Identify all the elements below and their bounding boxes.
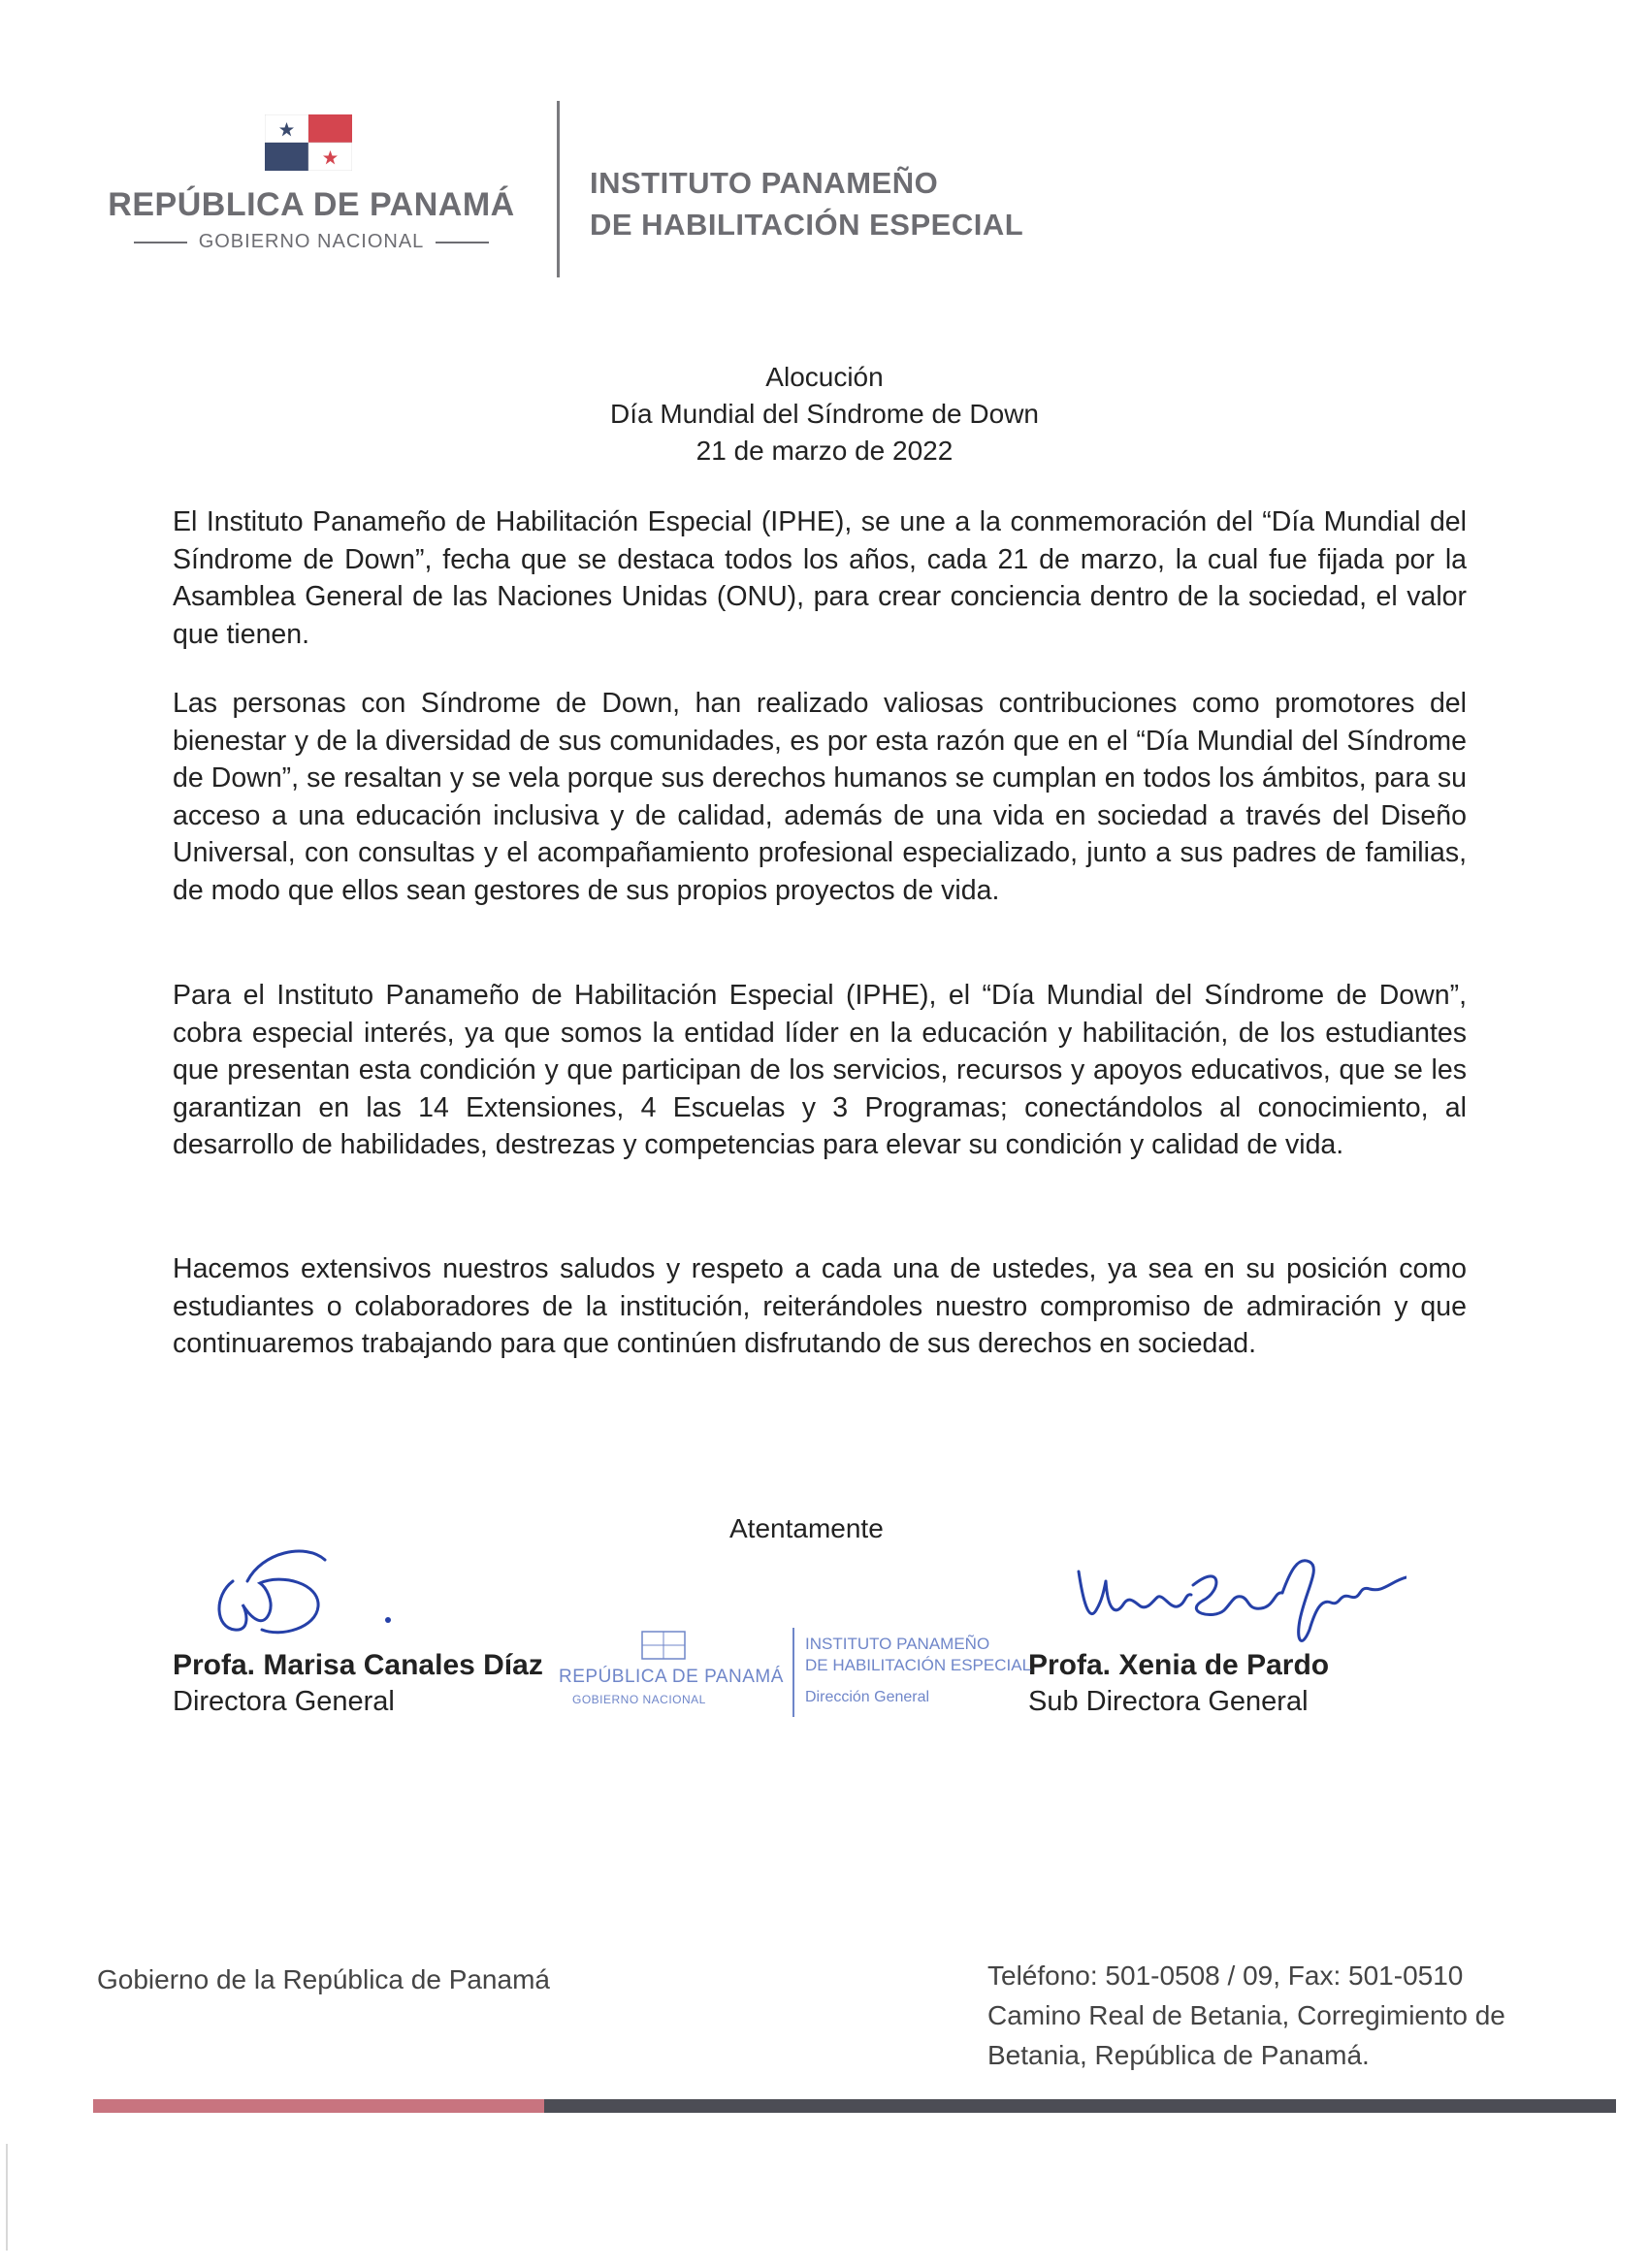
stamp-office: Dirección General — [805, 1689, 930, 1705]
panama-flag-icon — [265, 114, 352, 171]
divider — [134, 242, 187, 243]
footer-address-2: Betania, República de Panamá. — [987, 2040, 1370, 2070]
scan-artifact — [6, 2144, 8, 2251]
stamp-government: GOBIERNO NACIONAL — [572, 1693, 706, 1706]
official-stamp-icon — [524, 1622, 1048, 1719]
government-subtitle — [93, 231, 530, 253]
letterhead-divider — [557, 101, 560, 277]
body-paragraph-4: Hacemos extensivos nuestros saludos y respeto a cada una de ustedes, ya sea en su posición como estudiantes o colaboradores de la institución, reiterándoles nuestro compromiso de admiración y que continuaremos trabajando para que continúen disfrutando de sus derechos en sociedad. — [173, 1253, 1467, 1359]
republic-title: REPÚBLICA DE PANAMÁ — [108, 186, 515, 223]
heading-title: Alocución — [765, 362, 884, 392]
signature-left-icon — [204, 1523, 398, 1659]
signatory-left-name: Profa. Marisa Canales Díaz — [173, 1649, 543, 1681]
heading-date: 21 de marzo de 2022 — [695, 436, 954, 466]
body-paragraph-3: Para el Instituto Panameño de Habilitación Especial (IPHE), el “Día Mundial del Síndrome de Down”, cobra especial interés, ya que somos la entidad líder en la educación y habilitación, de los estudiantes que presentan esta condición y que participan de los servicios, recursos y apoyos educativos, que se les garantizan en las 14 Extensiones, 4 Escuelas y 3 Programas; conectándolos al conocimiento, al desarrollo de habilidades, destrezas y competencias para elevar su condición y calidad de vida. — [173, 980, 1467, 1160]
footer-address-1: Camino Real de Betania, Corregimiento de — [987, 2000, 1505, 2030]
document-heading — [388, 359, 1261, 470]
closing-salutation: Atentamente — [729, 1513, 884, 1543]
footer-phone: Teléfono: 501-0508 / 09, Fax: 501-0510 — [987, 1960, 1464, 1991]
heading-subtitle: Día Mundial del Síndrome de Down — [609, 399, 1039, 429]
footer-government: Gobierno de la República de Panamá — [97, 1964, 550, 1994]
institute-line-2: DE HABILITACIÓN ESPECIAL — [590, 208, 1024, 242]
government-label: GOBIERNO NACIONAL — [198, 231, 425, 252]
divider — [436, 242, 489, 243]
footer-contact — [987, 1956, 1505, 2075]
institute-name — [590, 162, 1023, 245]
institute-line-1: INSTITUTO PANAMEÑO — [590, 166, 939, 200]
footer-bar — [93, 2099, 1616, 2113]
signatory-right-role: Sub Directora General — [1028, 1686, 1309, 1717]
signatory-right-name: Profa. Xenia de Pardo — [1028, 1649, 1330, 1681]
footer-bar-grey — [544, 2099, 1616, 2113]
stamp-republic: REPÚBLICA DE PANAMÁ — [559, 1667, 784, 1687]
footer-bar-red — [93, 2099, 544, 2113]
signatory-left-role: Directora General — [173, 1686, 395, 1717]
stamp-institute-line-2: DE HABILITACIÓN ESPECIAL — [805, 1656, 1032, 1674]
stamp-institute-line-1: INSTITUTO PANAMEÑO — [805, 1635, 990, 1653]
body-paragraph-1: El Instituto Panameño de Habilitación Especial (IPHE), se une a la conmemoración del “Día Mundial del Síndrome de Down”, fecha que se destaca todos los años, cada 21 de marzo, la cual fue fijada por la Asamblea General de las Naciones Unidas (ONU), para crear conciencia dentro de la sociedad, el valor que tienen. — [173, 506, 1467, 650]
body-paragraph-2: Las personas con Síndrome de Down, han realizado valiosas contribuciones como promotores del bienestar y de la diversidad de sus comunidades, es por esta razón que en el “Día Mundial del Síndrome de Down”, se resaltan y se vela porque sus derechos humanos se cumplan en todos los ámbitos, para su acceso a una educación inclusiva y de calidad, además de una vida en sociedad a través del Diseño Universal, con consultas y el acompañamiento profesional especializado, junto a sus padres de familias, de modo que ellos sean gestores de sus propios proyectos de vida. — [173, 688, 1467, 906]
